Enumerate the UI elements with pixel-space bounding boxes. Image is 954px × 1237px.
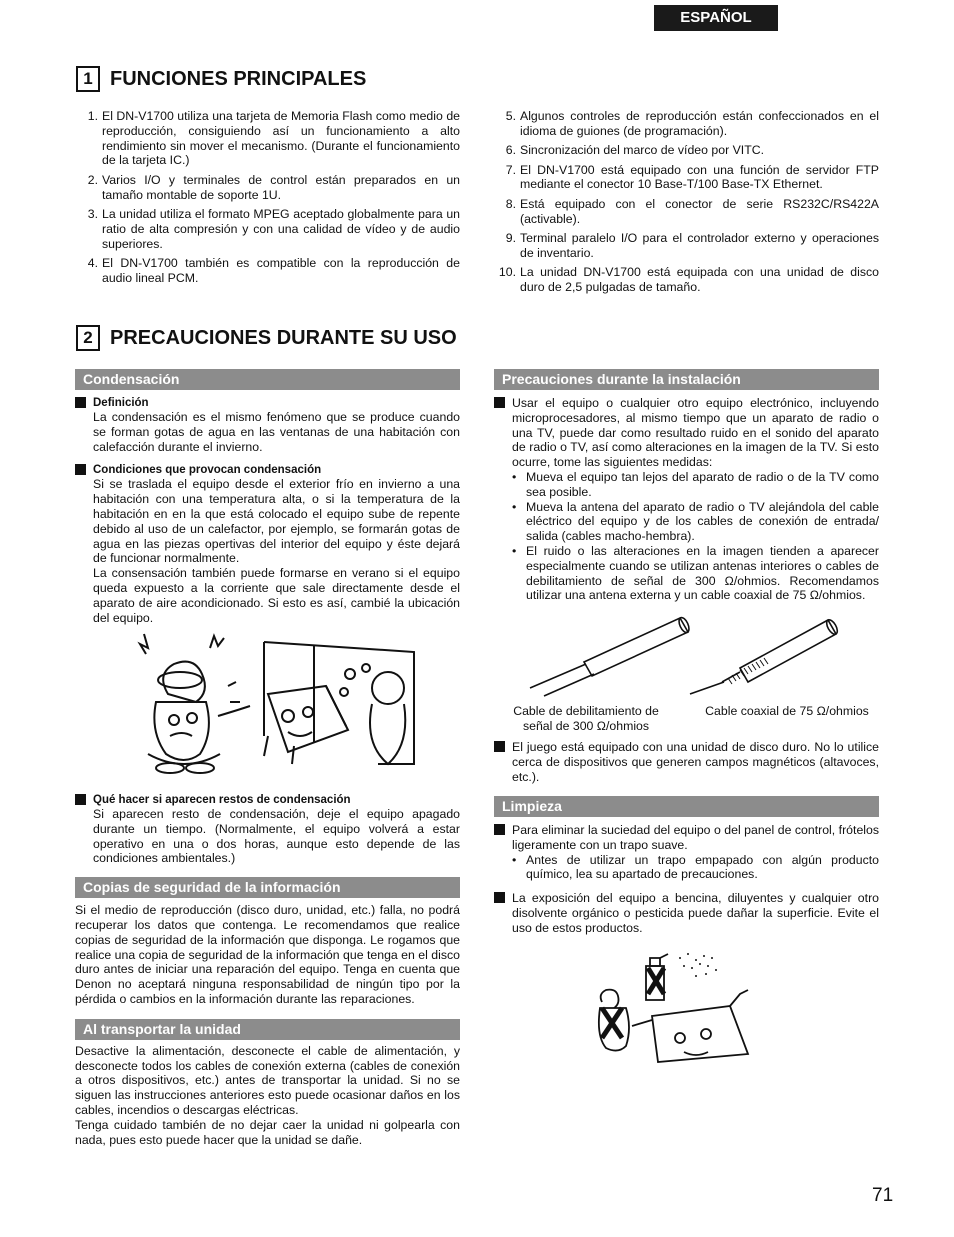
features-list-right (494, 109, 879, 299)
right-column (494, 369, 879, 603)
limpieza-block-1 (494, 823, 879, 882)
square-bullet-icon (494, 397, 505, 408)
que-hacer-heading: Qué hacer si aparecen restos de condensación (93, 794, 351, 806)
features-list-left (76, 109, 460, 290)
definicion-block (75, 396, 460, 410)
square-bullet-icon (494, 741, 505, 752)
copias-header: Copias de seguridad de la información (75, 877, 460, 898)
square-bullet-icon (494, 892, 505, 903)
section2-title-text: PRECAUCIONES DURANTE SU USO (110, 326, 457, 349)
list-item: • Mueva el equipo tan lejos del aparato de radio o de la TV como sea posible. (512, 469, 879, 499)
list-item: 6. Sincronización del marco de vídeo por VITC. (505, 143, 765, 158)
cable-illustration (524, 612, 864, 700)
instalacion-intro: Usar el equipo o cualquier otro equipo electrónico, incluyendo microprocesadores, al mismo tiempo que un aparato de radio o una TV, puede dar como resultado ruido en el sonido del aparato de radio o TV, así como alteraciones en la imagen de la TV. Si esto ocurre, tome las siguientes medidas: (512, 396, 879, 470)
condiciones-text-2: La consensación también puede formarse en verano si el equipo queda expuesto a la corriente que sale directamente desde el aparato de aire acondicionado. Si esto es así, cambié la ubicación del equipo. (93, 566, 460, 625)
cleaning-illustration (588, 944, 768, 1068)
instalacion-intro-block (494, 396, 879, 603)
limpieza-text-1: Para eliminar la suciedad del equipo o del panel de control, frótelos ligeramente con un trapo suave. (512, 823, 879, 852)
list-item: 5. Algunos controles de reproducción están confeccionados en el idioma de guiones (de programación). (505, 109, 879, 138)
limpieza-block-2 (494, 891, 879, 935)
condiciones-text-1: Si se traslada el equipo desde el exterior frío en invierno a una habitación con una temperatura alta, o si la temperatura de la habitación en en la que está colocado el equipo sube de repente debido al uso de un calefactor, por ejemplo, se formarán gotas de agua en las piezas opertivas del interior del equipo y éste dejará de funcionar normalmente. (93, 477, 460, 566)
instalacion-header: Precauciones durante la instalación (494, 369, 879, 390)
page-number: 71 (872, 1185, 894, 1206)
left-column-lower (75, 793, 460, 1147)
language-tab: ESPAÑOL (654, 5, 778, 31)
list-item: • Antes de utilizar un trapo empapado con algún producto químico, lea su apartado de precauciones. (512, 852, 879, 882)
condiciones-heading: Condiciones que provocan condensación (93, 464, 322, 477)
square-bullet-icon (494, 824, 505, 835)
caption-twin-lead: Cable de debilitamiento de señal de 300 Ω/ohmios (513, 704, 659, 733)
condensation-illustration (118, 632, 424, 784)
copias-text: Si el medio de reproducción (disco duro, unidad, etc.) falla, no podrá recuperar los datos que contenga. Le recomendamos que realice copias de seguridad de la información que disponga. Le rogamos que realice una copia de seguridad de la información que tenga en el disco duro antes de iniciar una reparación del equipo. Tenga en cuenta que Denon no aceptará ninguna responsabilidad de ningún tipo por la pérdida o cambios en la información durante las reparaciones. (75, 903, 460, 1006)
list-item: 3. La unidad utiliza el formato MPEG aceptado globalmente para un ratio de alta compresión y con una calidad de vídeo y de audio superiores. (87, 206, 460, 251)
square-bullet-icon (75, 464, 86, 475)
square-bullet-icon (75, 794, 86, 805)
section2-number: 2 (76, 325, 100, 351)
list-item: 9. Terminal paralelo I/O para el controlador externo y operaciones de inventario. (505, 230, 879, 260)
list-item: 7. El DN-V1700 está equipado con una función de servidor FTP mediante el conector 10 Base-T/100 Base-TX Ethernet. (505, 162, 879, 192)
square-bullet-icon (75, 397, 86, 408)
left-column (75, 369, 460, 625)
transporte-text-1: Desactive la alimentación, desconecte el cable de alimentación, y desconecte todos los cables de conexión externa (cables de conexión a otros dispositivos, etc.) antes de transportar la unidad. Si no se siguen las instrucciones anteriores esto puede ocasionar daños en los cables, incendios o descargas eléctricas. (75, 1043, 460, 1117)
que-hacer-block (75, 793, 460, 807)
hdd-block (494, 740, 879, 784)
transporte-header: Al transportar la unidad (75, 1019, 460, 1040)
section1-title (76, 66, 366, 92)
definicion-heading: Definición (93, 397, 149, 409)
que-hacer-text: Si aparecen resto de condensación, deje el equipo apagado durante un tiempo. (Normalmente, el equipo volverá a estar operativo en una o dos horas, aunque esto depende de las condiciones ambientales.) (93, 807, 460, 866)
limpieza-text-2: La exposición del equipo a bencina, diluyentes y cualquier otro disolvente orgánico o pesticida puede dañar la superficie. Evite el uso de estos productos. (512, 891, 879, 935)
list-item: • Mueva la antena del aparato de radio o TV alejándola del cable eléctrico del equipo y de los cables de conexión de entrada/ salida (cables macho-hembra). (512, 499, 879, 544)
transporte-text-2: Tenga cuidado también de no dejar caer la unidad ni golpearla con nada, pues esto puede hacer que la unidad se dañe. (75, 1117, 460, 1147)
condiciones-block (75, 463, 460, 477)
definicion-text: La condensación es el mismo fenómeno que se produce cuando se forman gotas de agua en las ventanas de una habitación con calefacción durante el invierno. (93, 410, 460, 454)
caption-coaxial: Cable coaxial de 75 Ω/ohmios (705, 704, 869, 718)
list-item: 4. El DN-V1700 también es compatible con la reproducción de audio lineal PCM. (87, 255, 460, 285)
list-item: 2. Varios I/O y terminales de control están preparados en un tamaño montable de soporte 1U. (87, 172, 460, 202)
condensacion-header: Condensación (75, 369, 460, 390)
limpieza-header: Limpieza (494, 796, 879, 817)
list-item: • El ruido o las alteraciones en la imagen tienden a aparecer especialmente cuando se utilizan antenas interiores o cables de debilitamiento de señal de 300 Ω/ohmios. Recomendamos utilizar una antena externa y un cable coaxial de 75 Ω/ohmios. (512, 543, 879, 603)
section1-number: 1 (76, 66, 100, 92)
hdd-text: El juego está equipado con una unidad de disco duro. No lo utilice cerca de dispositivos que generen campos magnéticos (altavoces, etc.). (512, 740, 879, 784)
list-item: 8. Está equipado con el conector de serie RS232C/RS422A (activable). (505, 196, 879, 226)
list-item: 10. La unidad DN-V1700 está equipada con una unidad de disco duro de 2,5 pulgadas de tamaño. (498, 265, 879, 294)
section2-title (76, 325, 457, 351)
section1-title-text: FUNCIONES PRINCIPALES (110, 67, 367, 90)
limpieza-section (494, 796, 879, 936)
list-item: 1. El DN-V1700 utiliza una tarjeta de Memoria Flash como medio de reproducción, consiguiendo así un funcionamiento a alto rendimiento sin mover el mecanismo. (Durante el funcionamiento de la tarjeta IC.) (87, 109, 460, 168)
